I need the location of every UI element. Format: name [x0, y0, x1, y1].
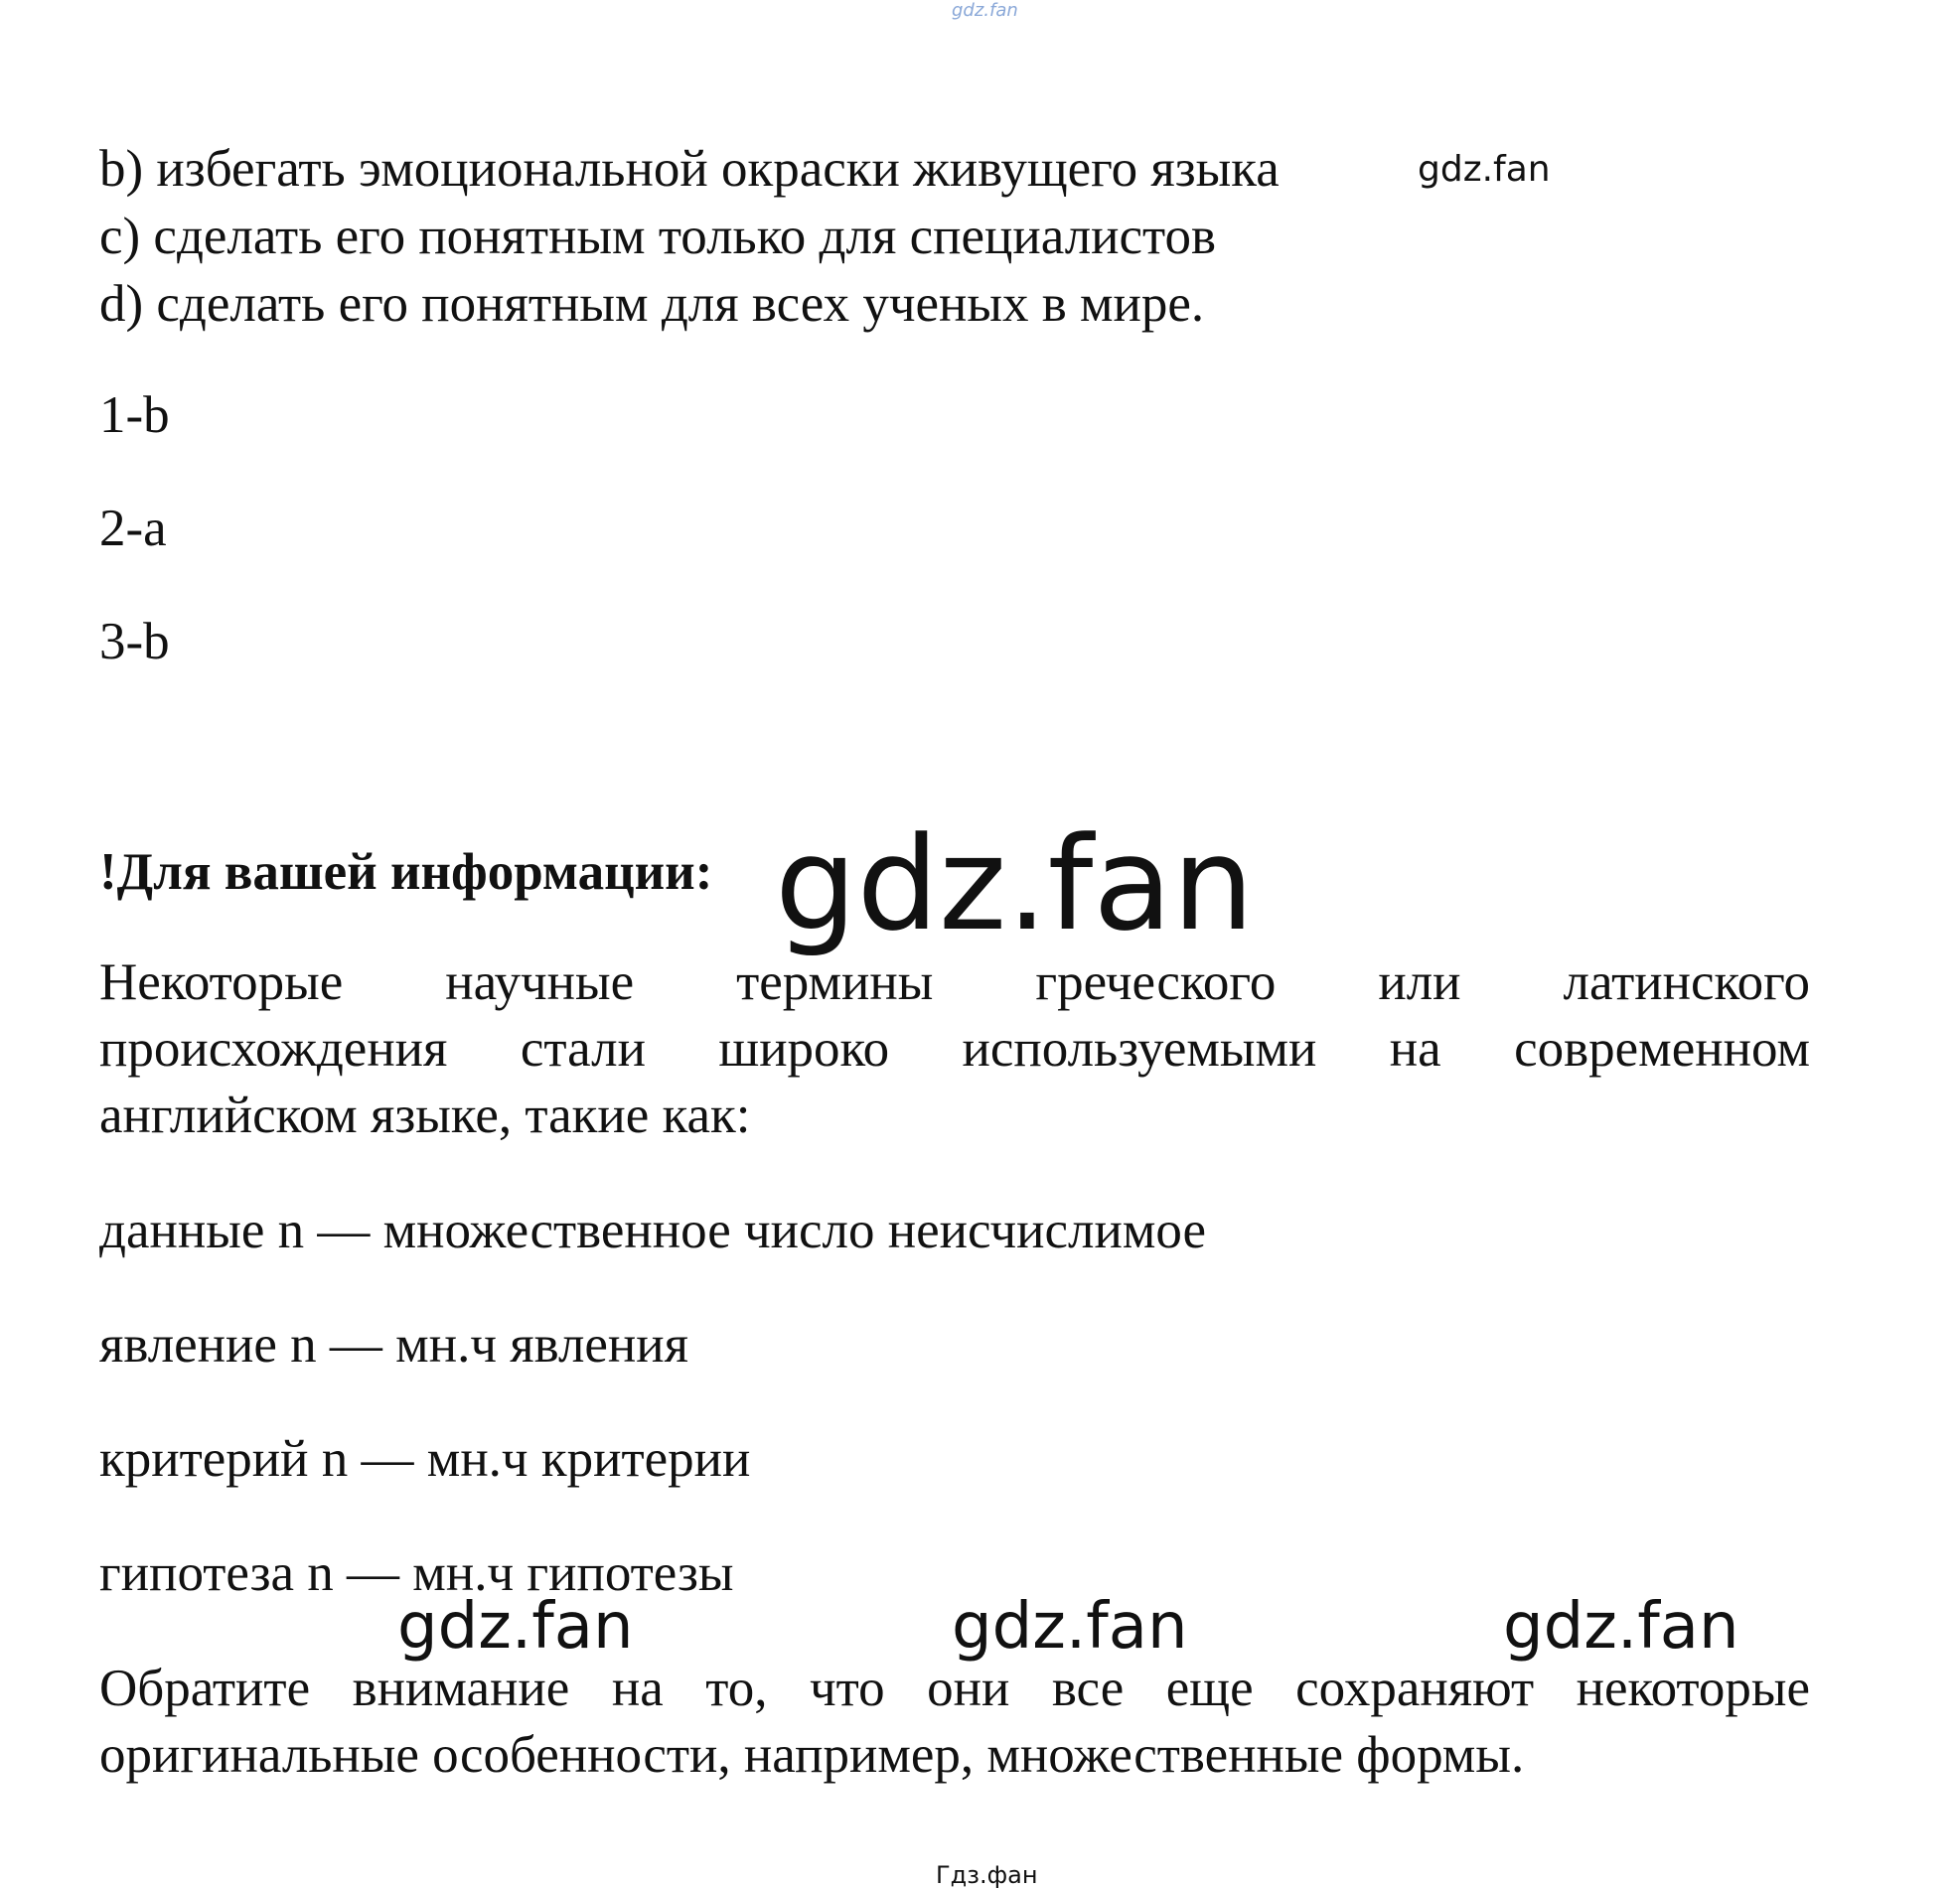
info-paragraph-line-2: происхождения стали широко используемыми на современном — [99, 1020, 1810, 1078]
info-paragraph-line-1: Некоторые научные термины греческого или латинского — [99, 953, 1810, 1011]
option-b: b) избегать эмоциональной окраски живущего языка — [99, 140, 1280, 198]
answer-2: 2-a — [99, 500, 167, 557]
option-d: d) сделать его понятным для всех ученых в мире. — [99, 275, 1205, 333]
watermark-row-1: gdz.fan — [397, 1590, 634, 1664]
answer-1: 1-b — [99, 386, 170, 444]
info-paragraph-line-3: английском языке, такие как: — [99, 1087, 751, 1144]
answer-3: 3-b — [99, 613, 170, 670]
watermark-footer: Гдз.фан — [936, 1861, 1038, 1889]
watermark-row-2: gdz.fan — [952, 1590, 1188, 1664]
term-data: данные n — множественное число неисчислимое — [99, 1202, 1207, 1259]
option-c: c) сделать его понятным только для специалистов — [99, 208, 1217, 265]
term-criterion: критерий n — мн.ч критерии — [99, 1430, 751, 1488]
term-hypothesis: гипотеза n — мн.ч гипотезы — [99, 1544, 734, 1602]
watermark-inline: gdz.fan — [1418, 149, 1551, 190]
info-heading: !Для вашей информации: — [99, 843, 713, 901]
watermark-large: gdz.fan — [775, 808, 1255, 959]
watermark-top: gdz.fan — [952, 0, 1018, 21]
note-line-1: Обратите внимание на то, что они все еще сохраняют некоторые — [99, 1660, 1810, 1717]
term-phenomenon: явление n — мн.ч явления — [99, 1316, 689, 1374]
note-line-2: оригинальные особенности, например, множественные формы. — [99, 1726, 1525, 1784]
watermark-row-3: gdz.fan — [1503, 1590, 1739, 1664]
